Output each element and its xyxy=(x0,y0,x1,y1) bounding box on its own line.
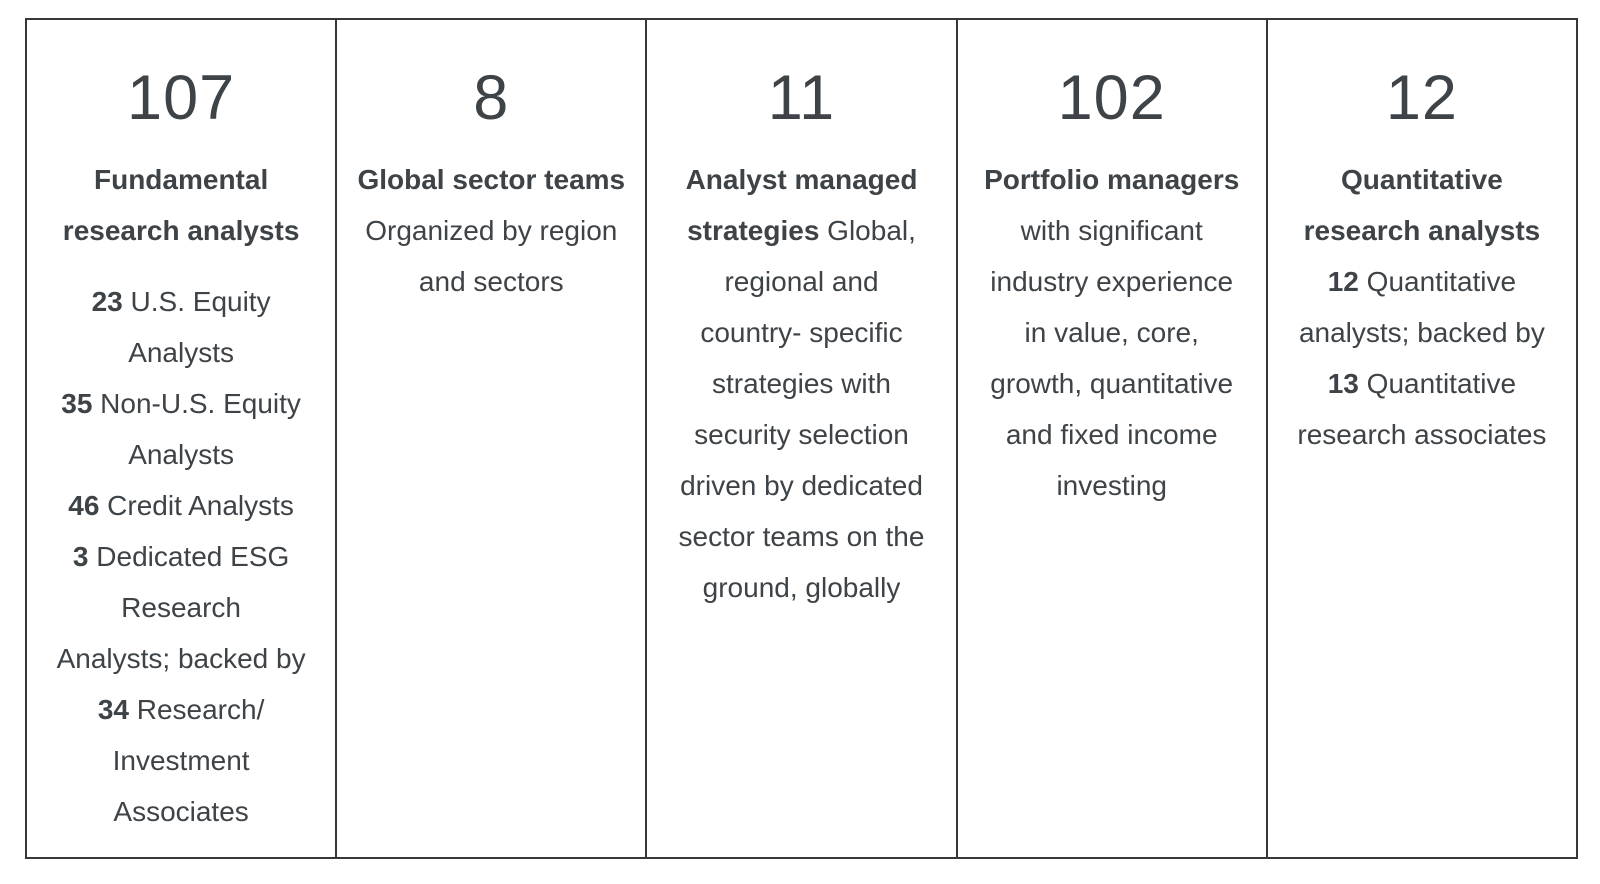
stat-text xyxy=(1270,154,1574,460)
bold-text-segment: 13 xyxy=(1327,368,1359,399)
text-line xyxy=(960,205,1264,256)
text-segment: Quantitative xyxy=(1358,266,1517,297)
text-line xyxy=(1270,256,1574,307)
text-line xyxy=(29,633,333,684)
text-line xyxy=(1270,307,1574,358)
text-line xyxy=(29,786,333,837)
text-segment: Investment xyxy=(112,745,250,776)
stat-number: 107 xyxy=(127,63,236,133)
text-line xyxy=(339,256,643,307)
bold-text-segment: research analysts xyxy=(1303,215,1541,246)
bold-text-segment: Analyst managed xyxy=(685,164,918,195)
text-line xyxy=(960,154,1264,205)
text-segment: Organized by region xyxy=(365,215,618,246)
text-line xyxy=(29,735,333,786)
text-segment: in value, core, xyxy=(1024,317,1199,348)
research-stats-table xyxy=(25,18,1578,859)
text-segment: U.S. Equity xyxy=(122,286,271,317)
bold-text-segment: 46 xyxy=(68,490,100,521)
text-segment: analysts; backed by xyxy=(1298,317,1545,348)
bold-text-segment: 12 xyxy=(1327,266,1359,297)
bold-text-segment: 23 xyxy=(91,286,123,317)
text-segment: Global, xyxy=(819,215,916,246)
text-segment: Research xyxy=(121,592,242,623)
text-segment: Credit Analysts xyxy=(99,490,294,521)
text-segment: Analysts xyxy=(128,337,235,368)
text-line xyxy=(649,205,953,256)
stat-number: 12 xyxy=(1385,63,1458,133)
text-segment: and fixed income xyxy=(1005,419,1218,450)
text-line xyxy=(960,460,1264,511)
text-line xyxy=(960,307,1264,358)
text-segment: industry experience xyxy=(990,266,1234,297)
text-segment: regional and xyxy=(724,266,879,297)
text-line xyxy=(1270,205,1574,256)
text-line xyxy=(29,480,333,531)
text-line xyxy=(1270,409,1574,460)
bold-text-segment: research analysts xyxy=(62,215,300,246)
text-segment: driven by dedicated xyxy=(680,470,923,501)
bold-text-segment: 3 xyxy=(72,541,89,572)
stat-column-analyst-managed-strategies xyxy=(647,20,957,857)
text-line xyxy=(1270,358,1574,409)
text-line xyxy=(1270,154,1574,205)
text-line xyxy=(29,276,333,327)
text-line xyxy=(649,460,953,511)
text-line xyxy=(960,256,1264,307)
text-segment: Analysts; backed by xyxy=(56,643,306,674)
stat-column-portfolio-managers xyxy=(958,20,1268,857)
text-segment: sector teams on the xyxy=(678,521,925,552)
stat-number: 102 xyxy=(1057,63,1166,133)
text-line xyxy=(960,409,1264,460)
text-line xyxy=(29,582,333,633)
stat-text xyxy=(339,154,643,307)
text-line xyxy=(649,358,953,409)
stat-column-global-sector-teams xyxy=(337,20,647,857)
text-line xyxy=(649,409,953,460)
text-segment: with significant xyxy=(1020,215,1203,246)
text-line xyxy=(339,154,643,205)
bold-text-segment: 34 xyxy=(97,694,129,725)
stat-text xyxy=(960,154,1264,511)
text-segment: and sectors xyxy=(418,266,564,297)
text-line xyxy=(29,684,333,735)
text-segment: country- specific xyxy=(700,317,903,348)
text-segment: ground, globally xyxy=(702,572,901,603)
text-segment: Analysts xyxy=(128,439,235,470)
text-segment: strategies with xyxy=(712,368,891,399)
text-segment: investing xyxy=(1056,470,1167,501)
text-line xyxy=(960,358,1264,409)
text-line xyxy=(29,327,333,378)
text-segment: Research/ xyxy=(128,694,265,725)
text-line xyxy=(649,307,953,358)
bold-text-segment: Global sector teams xyxy=(357,164,626,195)
text-line xyxy=(649,562,953,613)
text-segment: research associates xyxy=(1297,419,1547,450)
stat-number: 11 xyxy=(767,63,836,133)
text-line xyxy=(29,378,333,429)
text-line xyxy=(649,256,953,307)
bold-text-segment: Fundamental xyxy=(93,164,269,195)
text-line xyxy=(649,154,953,205)
text-segment: Associates xyxy=(113,796,249,827)
text-line xyxy=(649,511,953,562)
text-segment: security selection xyxy=(694,419,909,450)
stat-column-quantitative-research-analysts xyxy=(1268,20,1576,857)
text-line xyxy=(29,154,333,205)
stat-column-fundamental-research-analysts xyxy=(27,20,337,857)
text-line xyxy=(29,205,333,256)
text-segment: Dedicated ESG xyxy=(88,541,290,572)
text-line xyxy=(29,429,333,480)
text-line xyxy=(29,531,333,582)
bold-text-segment: 35 xyxy=(61,388,93,419)
stat-text xyxy=(649,154,953,613)
text-segment: Quantitative xyxy=(1358,368,1517,399)
bold-text-segment: strategies xyxy=(687,215,820,246)
text-segment: growth, quantitative xyxy=(990,368,1234,399)
bold-text-segment: Portfolio managers xyxy=(984,164,1240,195)
text-segment: Non-U.S. Equity xyxy=(92,388,301,419)
text-line xyxy=(339,205,643,256)
stat-text xyxy=(29,154,333,837)
bold-text-segment: Quantitative xyxy=(1341,164,1503,195)
stat-number: 8 xyxy=(473,63,510,133)
